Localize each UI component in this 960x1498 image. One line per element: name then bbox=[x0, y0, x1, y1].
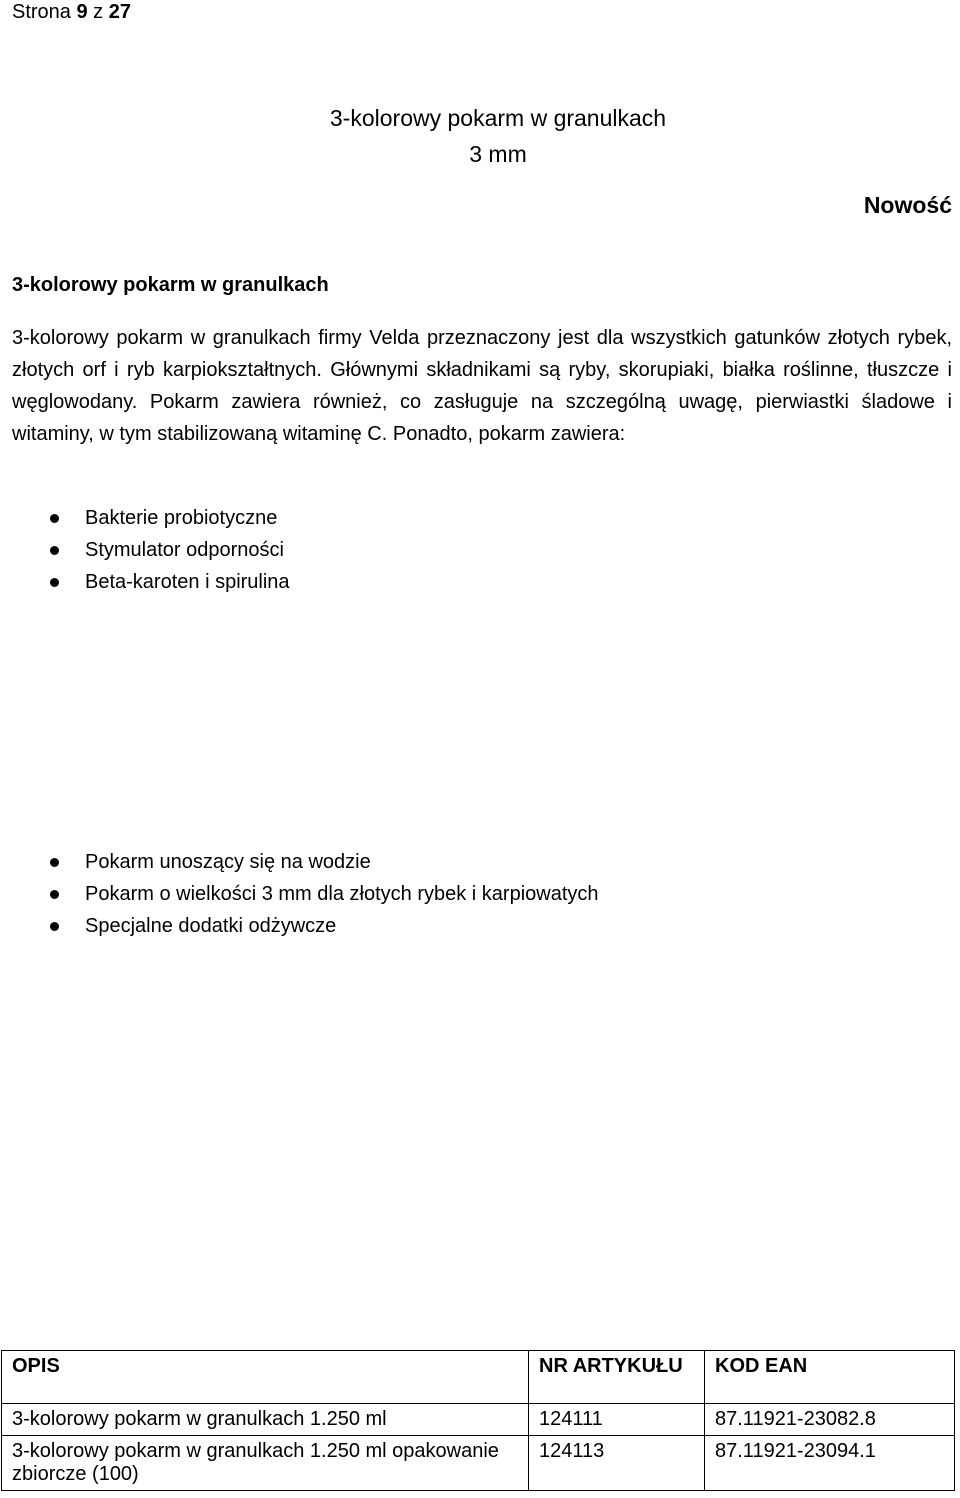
list-item: Pokarm unoszący się na wodzie bbox=[12, 846, 599, 878]
page-number: Strona 9 z 27 bbox=[12, 1, 131, 23]
bullet-icon bbox=[50, 514, 59, 523]
title-line-1: 3-kolorowy pokarm w granulkach bbox=[329, 105, 667, 131]
features-list bbox=[12, 846, 599, 942]
bullet-icon bbox=[50, 546, 59, 555]
bullet-icon bbox=[50, 578, 59, 587]
cell-article-number: 124113 bbox=[529, 1436, 705, 1491]
product-description: 3-kolorowy pokarm w granulkach firmy Velda przeznaczony jest dla wszystkich gatunków złotych rybek, złotych orf i ryb karpiokształtnych. Głównymi składnikami są ryby, skorupiaki, białka roślinne, tłuszcze i węglowodany. Pokarm zawiera również, co zasługuje na szczególną uwagę, pierwiastki śladowe i witaminy, w tym stabilizowaną witaminę C. Ponadto, pokarm zawiera: bbox=[12, 327, 952, 445]
header-article-number: NR ARTYKUŁU bbox=[529, 1351, 705, 1404]
title-line-2: 3 mm bbox=[469, 141, 527, 167]
list-item: Stymulator odporności bbox=[12, 534, 290, 566]
list-item: Beta-karoten i spirulina bbox=[12, 566, 290, 598]
list-item: Specjalne dodatki odżywcze bbox=[12, 910, 599, 942]
section-heading: 3-kolorowy pokarm w granulkach bbox=[12, 274, 329, 296]
product-title bbox=[0, 100, 960, 172]
bullet-icon bbox=[50, 922, 59, 931]
cell-ean-code: 87.11921-23082.8 bbox=[705, 1404, 955, 1436]
product-table bbox=[1, 1350, 955, 1491]
list-item: Bakterie probiotyczne bbox=[12, 502, 290, 534]
table-row bbox=[2, 1404, 955, 1436]
cell-article-number: 124111 bbox=[529, 1404, 705, 1436]
header-ean-code: KOD EAN bbox=[705, 1351, 955, 1404]
ingredients-list bbox=[12, 502, 290, 598]
table-header-row bbox=[2, 1351, 955, 1404]
new-badge: Nowość bbox=[863, 192, 952, 218]
list-item: Pokarm o wielkości 3 mm dla złotych rybek i karpiowatych bbox=[12, 878, 599, 910]
bullet-icon bbox=[50, 890, 59, 899]
table-row bbox=[2, 1436, 955, 1491]
header-description: OPIS bbox=[2, 1351, 529, 1404]
page-current: 9 bbox=[76, 1, 88, 23]
cell-description: 3-kolorowy pokarm w granulkach 1.250 ml opakowanie zbiorcze (100) bbox=[2, 1436, 529, 1491]
cell-description: 3-kolorowy pokarm w granulkach 1.250 ml bbox=[2, 1404, 529, 1436]
page-total: 27 bbox=[108, 1, 131, 23]
cell-ean-code: 87.11921-23094.1 bbox=[705, 1436, 955, 1491]
bullet-icon bbox=[50, 858, 59, 867]
